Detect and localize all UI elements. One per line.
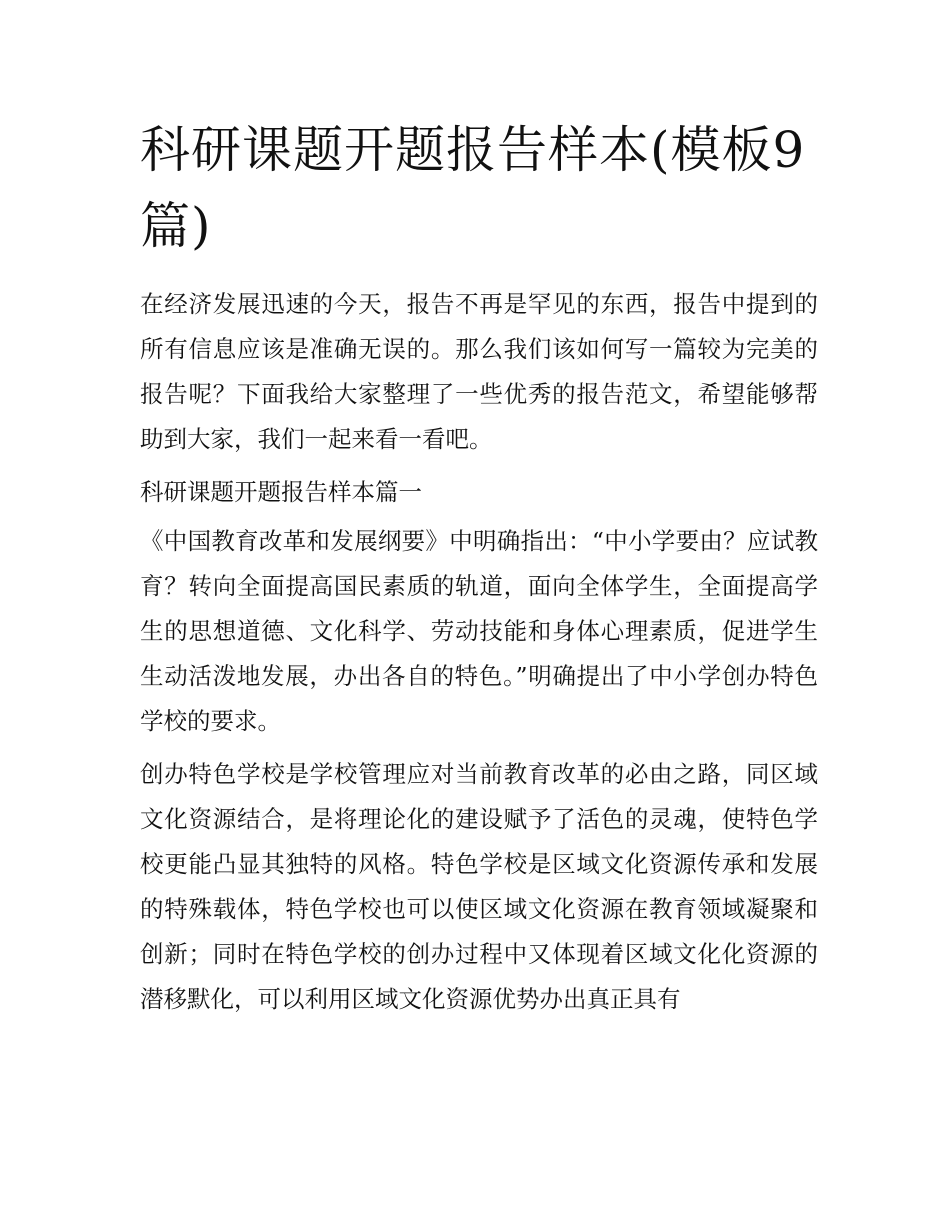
intro-paragraph: 在经济发展迅速的今天，报告不再是罕见的东西，报告中提到的所有信息应该是准确无误的。那么我们该如何写一篇较为完美的报告呢？下面我给大家整理了一些优秀的报告范文，希望能够帮助到大家，我们一起来看一看吧。 <box>140 290 818 453</box>
body-paragraph: 《中国教育改革和发展纲要》中明确指出：“中小学要由？应试教育？转向全面提高国民素质的轨道，面向全体学生，全面提高学生的思想道德、文化科学、劳动技能和身体心理素质，促进学生生动活泼地发展，办出各自的特色。”明确提出了中小学创办特色学校的要求。 <box>140 527 818 735</box>
document-body <box>140 282 818 1030</box>
page-title: 科研课题开题报告样本(模板9篇) <box>140 121 806 255</box>
body-paragraph: 创办特色学校是学校管理应对当前教育改革的必由之路，同区域文化资源结合，是将理论化的建设赋予了活色的灵魂，使特色学校更能凸显其独特的风格。特色学校是区域文化资源传承和发展的特殊载体，特色学校也可以使区域文化资源在教育领域凝聚和创新；同时在特色学校的创办过程中又体现着区域文化化资源的潜移默化，可以利用区域文化资源优势办出真正具有 <box>140 760 818 1013</box>
section-heading: 科研课题开题报告样本篇一 <box>140 478 422 506</box>
